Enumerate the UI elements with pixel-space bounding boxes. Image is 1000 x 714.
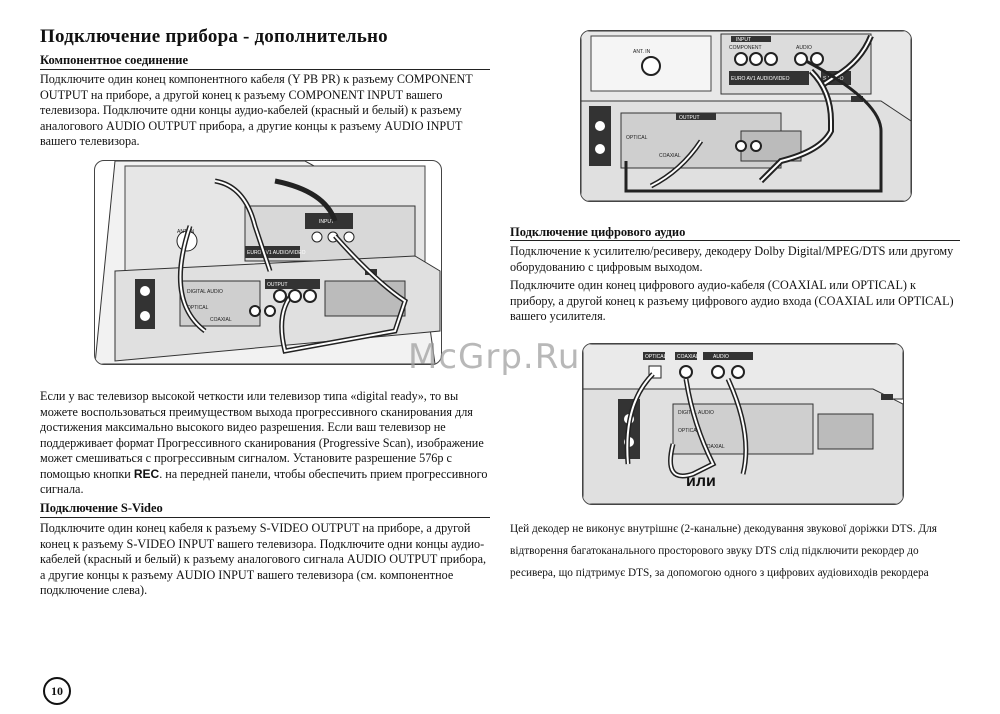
svideo-label-coaxial: COAXIAL xyxy=(659,153,681,159)
svideo-label-ant-in: ANT. IN xyxy=(633,49,651,55)
digital-label-optical: OPTICAL xyxy=(645,354,667,360)
digital-audio-text-2: Подключите один конец цифрового аудио-кабеля (COAXIAL или OPTICAL) к прибору, а другой конец к разъему цифрового аудио входа (COAXIAL или OPTICAL) вашего усилителя. xyxy=(510,278,954,323)
label-input: INPUT xyxy=(319,219,334,225)
rec-button-label: REC xyxy=(133,466,160,481)
svideo-label-output: OUTPUT xyxy=(679,115,700,121)
digital-audio-diagram xyxy=(582,343,904,505)
progressive-text xyxy=(40,389,492,498)
svideo-connection-diagram xyxy=(580,30,912,202)
page-title: Подключение прибора - дополнительно xyxy=(40,26,388,47)
svideo-heading: Подключение S-Video xyxy=(40,501,163,515)
label-digital-audio: DIGITAL AUDIO xyxy=(187,289,223,295)
label-euro: EURO AV1 AUDIO/VIDEO xyxy=(247,250,306,256)
watermark: McGrp.Ru xyxy=(408,337,581,377)
component-connection-diagram xyxy=(94,160,442,365)
svideo-label-audio: AUDIO xyxy=(796,45,812,51)
label-ant-in: ANT. IN xyxy=(177,229,195,235)
label-output: OUTPUT xyxy=(267,282,288,288)
svideo-label-optical: OPTICAL xyxy=(626,135,648,141)
component-text: Подключите один конец компонентного кабеля (Y PB PR) к разъему COMPONENT OUTPUT на приборе, а другой конец к разъему COMPONENT INPUT вашего телевизора. Подключите одни концы аудио-кабелей (красный и белый) к разъему аналогового AUDIO OUTPUT прибора, а другие концы к разъему AUDIO INPUT вашего телевизора. xyxy=(40,72,473,148)
svideo-rule xyxy=(40,517,490,518)
dts-note: Цей декодер не виконує внутрішнє (2-канальне) декодування звукової доріжки DTS. Для відтворення багатоканального просторового звуку DTS слід підключити рекордер до ресивера, що підтримує DTS, за допомогою одного з цифрових аудіовиходів рекордера xyxy=(510,523,937,579)
digital-label-audio: AUDIO xyxy=(713,354,729,360)
svideo-label-input: INPUT xyxy=(736,37,751,43)
digital-audio-heading: Подключение цифрового аудио xyxy=(510,225,686,239)
component-rule xyxy=(40,69,490,70)
svideo-label-svideo: S-VIDEO xyxy=(823,76,844,82)
digital-label-digital-audio: DIGITAL AUDIO xyxy=(678,410,714,416)
component-heading: Компонентное соединение xyxy=(40,53,189,67)
or-label: или xyxy=(686,473,716,490)
digital-audio-text-1: Подключение к усилителю/ресиверу, декодеру Dolby Digital/MPEG/DTS или другому оборудованию с цифровым выходом. xyxy=(510,244,954,274)
svideo-text: Подключите один конец кабеля к разъему S-VIDEO OUTPUT на приборе, а другой конец к разъему S-VIDEO INPUT вашего телевизора. Подключите одни концы аудио-кабелей (красный и белый) к разъему аналогового сигнала AUDIO OUTPUT прибора, а другие концы к разъему AUDIO INPUT вашего телевизора (см. компонентное подключение слева). xyxy=(40,521,487,597)
digital-label-coaxial: COAXIAL xyxy=(677,354,699,360)
digital-label-coaxial-2: COAXIAL xyxy=(703,444,725,450)
label-coaxial: COAXIAL xyxy=(210,317,232,323)
digital-audio-rule xyxy=(510,240,960,241)
progressive-text-before: Если у вас телевизор высокой четкости или телевизор типа «digital ready», то вы можете воспользоваться преимуществом выхода прогрессивного сканирования для достижения максимально высокого видео разрешения. Если ваш телевизор не поддерживает формат Прогрессивного сканирования (Progressive Scan), изображение может смешиваться с прогрессивным сигналом. Установите разрешение 576р с помощью кнопки xyxy=(40,389,484,481)
svideo-label-component: COMPONENT xyxy=(729,45,762,51)
label-optical: OPTICAL xyxy=(187,305,209,311)
digital-label-optical-2: OPTICAL xyxy=(678,428,700,434)
svideo-label-euro: EURO AV1 AUDIO/VIDEO xyxy=(731,76,790,82)
progressive-text-after: . на передней панели, чтобы обеспечить прием прогрессивного сигнала. xyxy=(40,466,488,496)
page-number: 10 xyxy=(43,677,71,705)
